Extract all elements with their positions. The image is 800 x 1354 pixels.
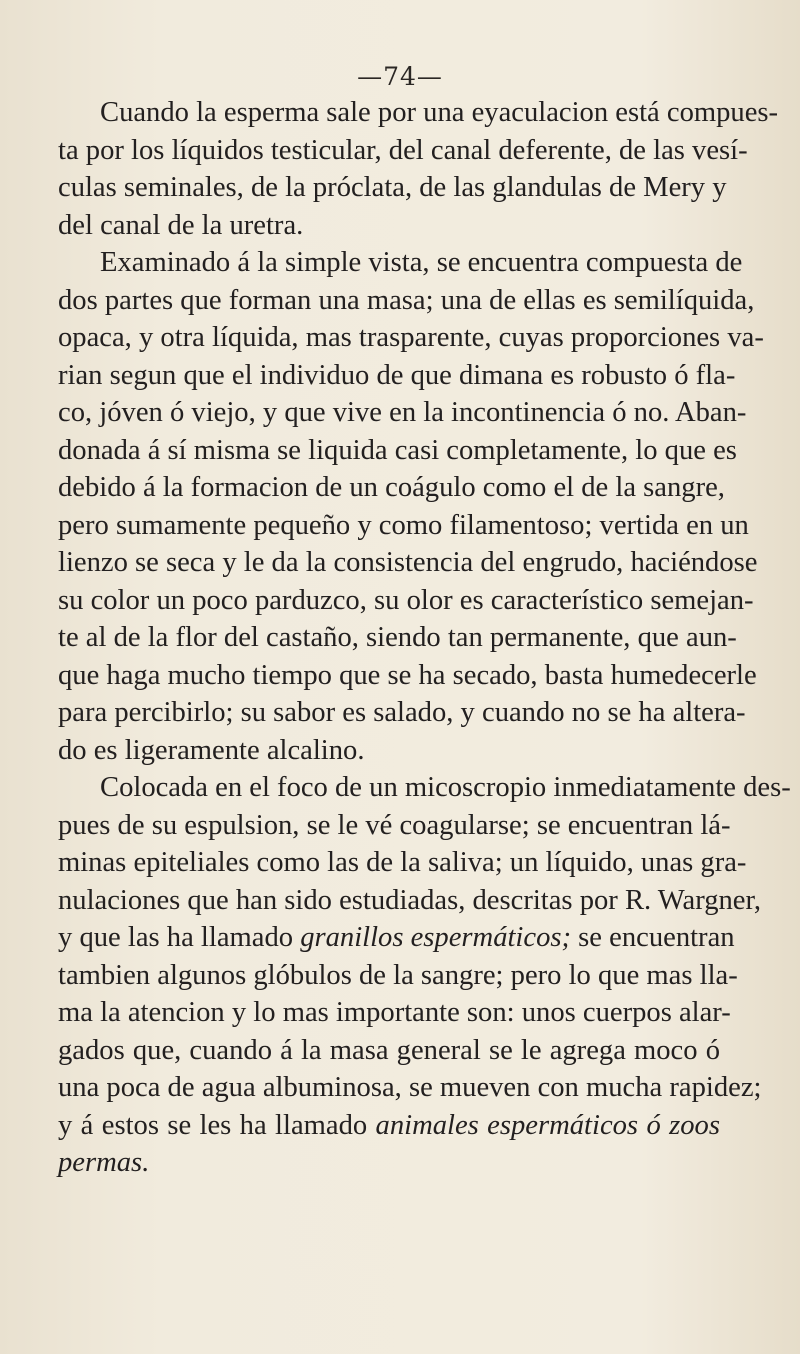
text-line-with-italic [58,919,735,957]
text-line: su color un poco parduzco, su olor es característico semejan- [58,584,754,616]
page-number: —74— [357,62,443,91]
text-line: pues de su espulsion, se le vé coagularse; se encuentran lá- [58,809,731,841]
text-line: lienzo se seca y le da la consistencia del engrudo, haciéndose [58,547,758,578]
text-line: rian segun que el individuo de que dimana es robusto ó fla- [58,359,736,391]
text-line: nulaciones que han sido estudiadas, descritas por R. Wargner, [58,884,762,916]
text-segment: y que las ha llamado [58,922,301,953]
text-line: do es ligeramente alcalino. [58,734,365,766]
paragraph-3 [58,769,791,1182]
text-line: gados que, cuando á la masa general se le agrega moco ó [58,1034,720,1066]
paragraph-2 [58,244,764,769]
italic-term: animales espermáticos ó zoos [375,1109,720,1141]
text-line: Cuando la esperma sale por una eyaculacion está compues- [100,97,779,128]
italic-term: granillos espermáticos; [300,922,572,953]
text-line: minas epiteliales como las de la saliva; un líquido, unas gra- [58,847,747,878]
text-line: culas seminales, de la próclata, de las glandulas de Mery y [58,172,727,203]
text-line: ta por los líquidos testicular, del canal deferente, de las vesí- [58,134,748,166]
text-line: ma la atencion y lo mas importante son: unos cuerpos alar- [58,997,731,1028]
text-line-with-italic [58,1107,720,1145]
body-text [58,94,791,1182]
text-line: tambien algunos glóbulos de la sangre; pero lo que mas lla- [58,959,738,991]
text-segment: y á estos se les ha llamado [58,1109,376,1141]
text-line: pero sumamente pequeño y como filamentoso; vertida en un [58,509,749,541]
text-line: para percibirlo; su sabor es salado, y cuando no se ha altera- [58,697,746,728]
text-line: Examinado á la simple vista, se encuentra compuesta de [100,247,743,278]
text-line: Colocada en el foco de un micoscropio inmediatamente des- [100,772,791,803]
paragraph-1 [58,94,779,244]
text-line: que haga mucho tiempo que se ha secado, basta humedecerle [58,659,757,691]
text-line: una poca de agua albuminosa, se mueven con mucha rapidez; [58,1072,762,1103]
text-line: co, jóven ó viejo, y que vive en la incontinencia ó no. Aban- [58,397,747,428]
text-line: donada á sí misma se liquida casi completamente, lo que es [58,434,737,466]
text-line: debido á la formacion de un coágulo como el de la sangre, [58,472,725,503]
text-line: dos partes que forman una masa; una de ellas es semilíquida, [58,284,755,316]
text-line: del canal de la uretra. [58,209,304,241]
text-line: opaca, y otra líquida, mas trasparente, cuyas proporciones va- [58,322,764,353]
text-line: permas. [58,1147,150,1178]
text-segment: se encuentran [571,922,735,953]
text-line: te al de la flor del castaño, siendo tan permanente, que aun- [58,622,737,653]
